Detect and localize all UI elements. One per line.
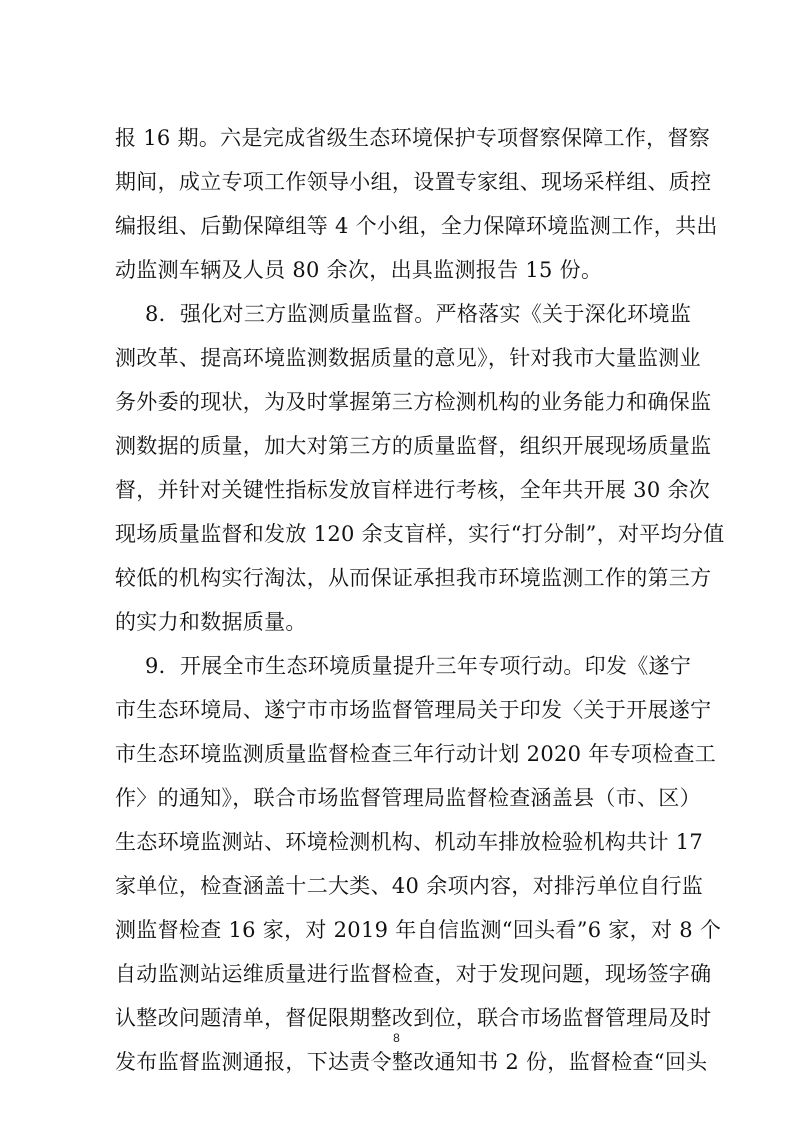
text-line: 市生态环境局、遂宁市市场监督管理局关于印发〈关于开展遂宁 (115, 698, 712, 722)
text-line: 务外委的现状，为及时掌握第三方检测机构的业务能力和确保监 (115, 390, 712, 414)
text-line: 测改革、提高环境监测数据质量的意见》，针对我市大量监测业 (115, 346, 701, 370)
text-line: 编报组、后勤保障组等 4 个小组，全力保障环境监测工作，共出 (115, 214, 718, 238)
text-line: 生态环境监测站、环境检测机构、机动车排放检验机构共计 17 (115, 830, 704, 854)
paragraph-2 (115, 292, 725, 644)
text-line: 督，并针对关键性指标发放盲样进行考核，全年共开展 30 余次 (115, 478, 711, 502)
text-line: 动监测车辆及人员 80 余次，出具监测报告 15 份。 (115, 258, 603, 282)
paragraph-1 (115, 116, 718, 292)
text-line: 市生态环境监测质量监督检查三年行动计划 2020 年专项检查工 (115, 742, 717, 766)
text-line: 测监督检查 16 家，对 2019 年自信监测“回头看”6 家，对 8 个 (115, 918, 722, 942)
text-line: 测数据的质量，加大对第三方的质量监督，组织开展现场质量监 (115, 434, 712, 458)
text-line: 发布监督监测通报，下达责令整改通知书 2 份，监督检查“回头 (115, 1050, 708, 1074)
paragraph-3 (115, 644, 722, 1084)
text-line: 作〉的通知》，联合市场监督管理局监督检查涵盖县（市、区） (115, 786, 701, 810)
text-line: 家单位，检查涵盖十二大类、40 余项内容，对排污单位自行监 (115, 874, 704, 898)
page-number: 8 (393, 1031, 400, 1045)
text-line: 8．强化对三方监测质量监督。严格落实《关于深化环境监 (145, 302, 692, 326)
text-line: 现场质量监督和发放 120 余支盲样，实行“打分制”，对平均分值 (115, 522, 725, 546)
text-line: 较低的机构实行淘汰，从而保证承担我市环境监测工作的第三方 (115, 566, 712, 590)
text-line: 的实力和数据质量。 (115, 610, 307, 634)
text-line: 9．开展全市生态环境质量提升三年专项行动。印发《遂宁 (145, 654, 692, 678)
body-text (115, 116, 725, 1084)
text-line: 期间，成立专项工作领导小组，设置专家组、现场采样组、质控 (115, 170, 712, 194)
text-line: 自动监测站运维质量进行监督检查，对于发现问题，现场签字确 (115, 962, 712, 986)
text-line: 报 16 期。六是完成省级生态环境保护专项督察保障工作，督察 (115, 126, 711, 150)
text-line: 认整改问题清单，督促限期整改到位，联合市场监督管理局及时 (115, 1006, 712, 1030)
